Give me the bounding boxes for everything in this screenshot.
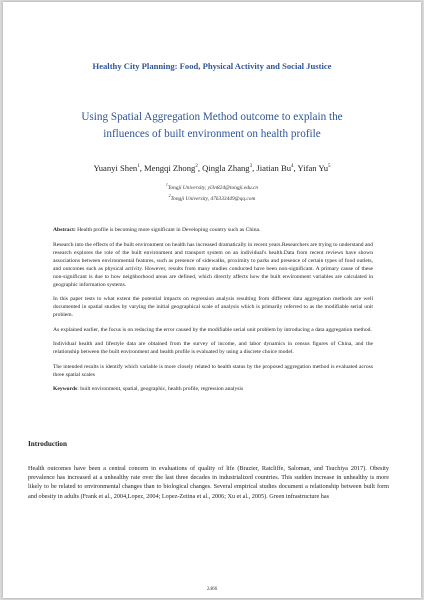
author-mark: 5 [328,164,331,170]
affiliation-text: Tongji University, 476333449@qq.com [170,195,256,202]
affiliation [3,181,421,192]
keywords-text: : built environment, spatial, geographic, health profile, regression analysis [77,386,244,392]
introduction-body [28,464,389,501]
abstract-paragraph: Research into the effects of the built environment on health has increased dramatically in recent years.Researchers are trying to understand and research explores the role of the built environment and transport system on an individual's health.Data from recent reviews have shown associations between environmental features, such as presence of sidewalks, proximity to parks and presence of certain types of food outlets, and outcomes such as physical activity. However, results from many studies conducted have been non-significant. A primary cause of these non-significant is due to how neighborhood areas are defined, which directly affects how the built environment variables are calculated in geographic information systems. [53,241,374,288]
author-name: Yuanyi Shen [93,163,138,173]
author-name: Yifan Yu [297,163,328,173]
abstract-lead-text: Health profile is becoming more significant in Developing country such as China. [75,227,261,233]
page-number: 2466 [206,586,218,592]
keywords-label: Keywords [53,386,78,392]
conference-header: Healthy City Planning: Food, Physical Activity and Social Justice [92,61,332,71]
abstract [53,226,373,400]
author-list: Yuanyi Shen$^1$, Mengqi Zhong$^2$, Qingla Zhang$^3$, Jiatian Bu$^4$, Yifan Yu$^5$ [93,163,331,173]
abstract-paragraph: Individual health and lifestyle data are obtained from the survey of income, and labor dynamics in census figures of China, and the relationship between the built environment and health profile is evaluated by using a discrete choice model. [53,341,373,355]
abstract-label: Abstract: [53,227,76,233]
author-name: Qingla Zhang [202,163,250,173]
section-heading-introduction: Introduction [28,440,68,448]
intro-paragraph: Health outcomes have been a central concern in evaluations of quality of life (Brazier, Ratcliffe, Saloman, and Tsuchiya 2017). Obesity prevalence has increased at a unhealthy rate over the last three decades in industrialized countries. This sudden increase in unhealthy is more likely to be related to environmental changes than to biological changes. Several empirical studies document a relationship between built form and obesity in adults (Frank et al., 2004,Lopez, 2004; Lopez-Zetina et al., 2006; Xu et al., 2005). Green infrastructure has [28,465,389,500]
abstract-paragraph: In this paper tests to what extent the potential impacts on regression analysis resulting from different data aggregation methods are well documented in spatial studies by varying the initial geographical scale of analysis which is primarily referred to as the modifiable serial unit problem. [53,296,373,318]
paper-page [3,2,421,598]
affiliation [3,192,421,203]
abstract-paragraph: The intended results is identify which variable is more closely related to health status by the proposed aggregation method is evaluated across three spatial scales [53,363,373,378]
affiliation-text: Tongji University, yl3n824@tongji.edu.cn [167,184,259,191]
author-name: Mengqi Zhong [143,163,196,173]
author-mark: 2 [195,164,198,170]
author-name: Jiatian Bu [256,163,292,173]
abstract-paragraph: As explained earlier, the focus is on reducing the error caused by the modifiable serial unit problem by introducing a data aggregation method. [53,326,372,333]
author-mark: 3 [249,164,253,170]
affiliation-mark: 1 [165,182,168,187]
author-mark: 1 [137,164,140,170]
affiliation-mark: 2 [168,192,171,198]
abstract-lead-paragraph [53,226,373,234]
keywords [53,385,373,393]
affiliations [3,181,421,203]
author-mark: 4 [291,164,294,170]
paper-title: Using Spatial Aggregation Method outcome to explain the influences of built environment on health profile [81,111,343,140]
